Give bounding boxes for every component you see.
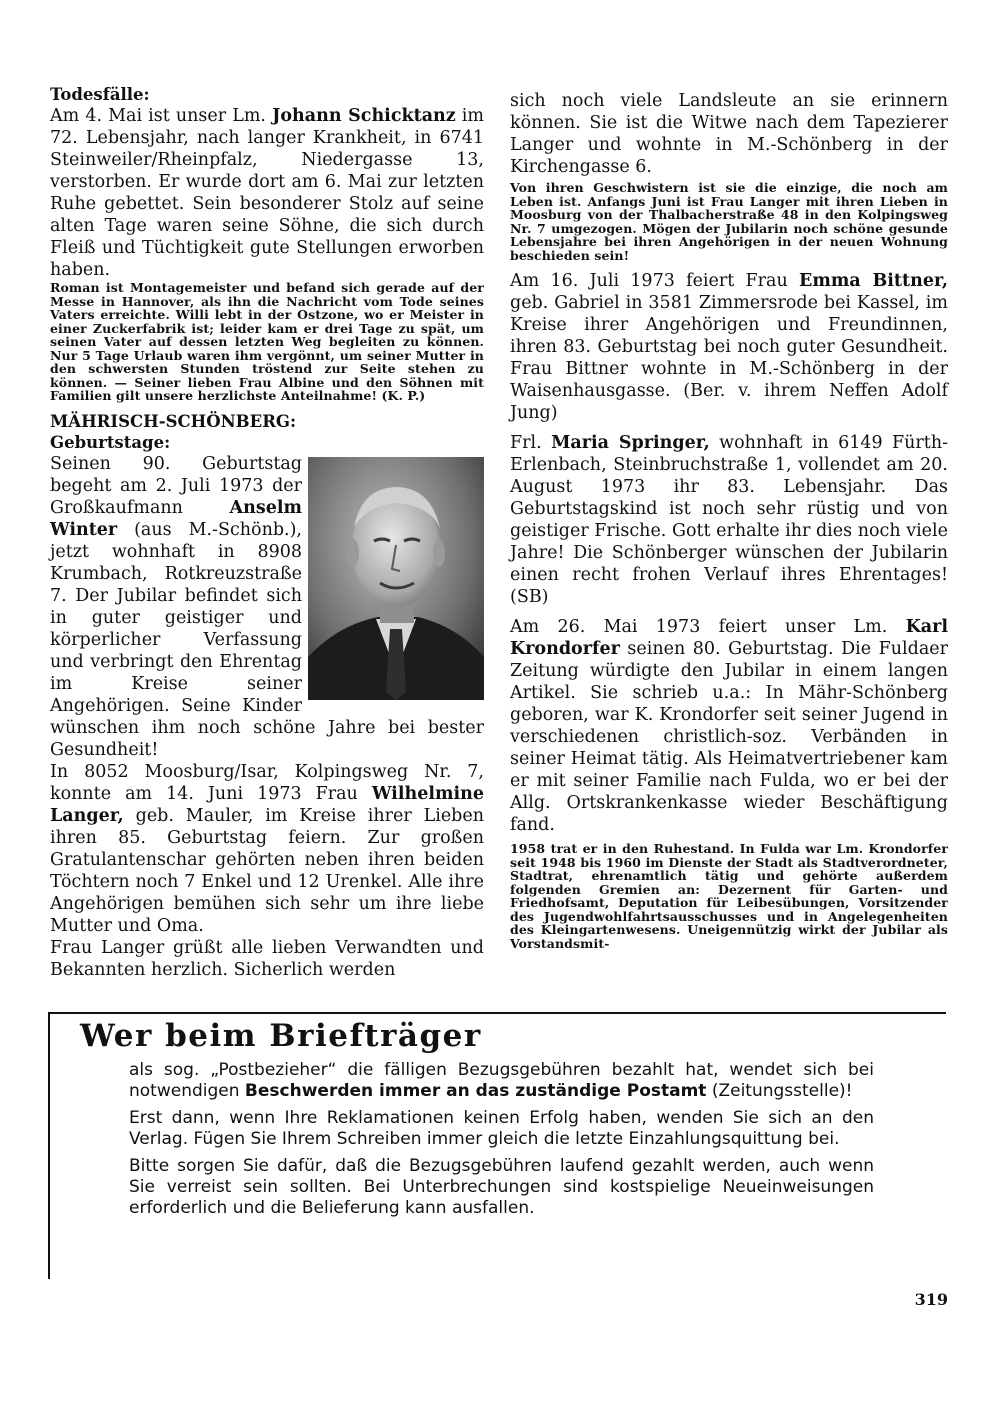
person-name: Karl Krondorfer (510, 617, 948, 659)
birthday-winter: Seinen 90. Geburtstag begeht am 2. Juli 1973 der Großkaufmann Anselm Winter (aus M.-Schönb.), jetzt wohnhaft in 8908 Krumbach, Rotkreuzstraße 7. Der Jubilar befindet sich in guter geistiger und körperlicher Verfassung und verbringt den Ehrentag im Kreise seiner Angehörigen. Seine Kinder wünschen ihm noch schöne Jahre bei bester Gesundheit! (50, 453, 484, 760)
birthdays-heading: Geburtstage: (50, 432, 171, 452)
person-name: Wilhelmine Langer, (50, 783, 484, 826)
postal-notice-paragraph: Bitte sorgen Sie dafür, daß die Bezugsgebühren laufend gezahlt werden, auch wenn Sie verreist sein sollten. Bei Unterbrechungen sind kostspielige Neueinweisungen erforderlich und die Belieferung kann ausfallen. (129, 1156, 874, 1218)
person-name: Emma Bittner, (799, 271, 948, 291)
person-name: Johann Schicktanz (272, 106, 456, 126)
person-name: Maria Springer, (551, 433, 710, 453)
postal-notice-body (129, 1060, 874, 1219)
town-heading: MÄHRISCH-SCHÖNBERG: (50, 411, 297, 431)
birthday-bittner: Am 16. Juli 1973 feiert Frau Emma Bittner, geb. Gabriel in 3581 Zimmersrode bei Kassel, im Kreise ihrer Angehörigen und Freundinnen, ihren 83. Geburtstag bei noch guter Gesundheit. Frau Bittner wohnte in M.-Schönberg in der Waisenhausgasse. (Ber. v. ihrem Neffen Adolf Jung) (510, 271, 948, 423)
right-column (510, 90, 948, 950)
birthday-langer-detail: Von ihren Geschwistern ist sie die einzige, die noch am Leben ist. Anfangs Juni ist Frau Langer mit ihren Lieben in Moosburg von der Thalbacherstraße 48 in den Kolpingsweg Nr. 7 umgezogen. Mögen der Jubilarin noch schöne gesunde Lebensjahre bei ihren Angehörigen in der neuen Wohnung beschieden sein! (510, 180, 948, 263)
birthday-springer: Frl. Maria Springer, wohnhaft in 6149 Fürth-Erlenbach, Steinbruchstraße 1, vollendet am 20. August 1973 ihr 83. Lebensjahr. Das Geburtstagskind ist noch sehr rüstig und von geistiger Frische. Gott erhalte ihr dies noch viele Jahre! Die Schönberger wünschen der Jubilarin einen recht frohen Verlauf ihres Ehrentages! (SB) (510, 433, 949, 607)
birthday-langer-continued: sich noch viele Landsleute an sie erinnern können. Sie ist die Witwe nach dem Tapezierer Langer und wohnte in M.-Schönberg in der Kirchengasse 6. (510, 91, 948, 177)
obituary-schicktanz-detail: Roman ist Montagemeister und befand sich gerade auf der Messe in Hannover, als ihn die Nachricht vom Tode seines Vaters erreichte. Willi lebt in der Ostzone, wo er Meister in einer Zuckerfabrik ist; leider kam er drei Tage zu spät, um seinen Vater auf dessen letzten Weg begleiten zu können. Nur 5 Tage Urlaub waren ihm vergönnt, um seiner Mutter in den schwersten Stunden tröstend zur Seite stehen zu können. — Seiner lieben Frau Albine und den Söhnen mit Familien gilt unsere herzlichste Anteilnahme! (K. P.) (50, 280, 484, 403)
postal-notice-title: Wer beim Briefträger (80, 1018, 482, 1054)
birthday-krondorfer-detail: 1958 trat er in den Ruhestand. In Fulda war Lm. Krondorfer seit 1948 bis 1960 im Dienste der Stadt als Stadtverordneter, Stadtrat, ehrenamtlich tätig und gehörte außerdem folgenden Gremien an: Dezernent für Garten- und Friedhofsamt, Deputation für Leibesübungen, Vorsitzender des Jugendwohlfahrtsausschusses und in Angelegenheiten des Kleingartenwesens. Uneigennützig wirkt der Jubilar als Vorstandsmit- (510, 841, 948, 951)
page-number: 319 (914, 1290, 948, 1309)
portrait-photo (308, 457, 484, 700)
person-name: Anselm Winter (50, 497, 302, 540)
obituary-schicktanz: Am 4. Mai ist unser Lm. Johann Schicktanz im 72. Lebensjahr, nach langer Krankheit, in 6741 Steinweiler/Rheinpfalz, Niedergasse 13, verstorben. Er wurde dort am 6. Mai zur letzten Ruhe gebettet. Sein besonderer Stolz auf seine alten Tage waren seine Söhne, die sich durch Fleiß und Tüchtigkeit gute Stellungen erworben haben. (50, 106, 484, 280)
postal-notice-paragraph: Erst dann, wenn Ihre Reklamationen keinen Erfolg haben, wenden Sie sich an den Verlag. Fügen Sie Ihrem Schreiben immer gleich die letzte Einzahlungsquittung bei. (129, 1108, 874, 1149)
left-column (50, 84, 484, 981)
postal-notice-paragraph: als sog. „Postbezieher“ die fälligen Bezugsgebühren bezahlt hat, wendet sich bei notwendigen Beschwerden immer an das zuständige Postamt (Zeitungsstelle)! (129, 1060, 874, 1101)
birthday-langer-greeting: Frau Langer grüßt alle lieben Verwandten und Bekannten herzlich. Sicherlich werden (50, 937, 484, 980)
portrait-image (308, 457, 484, 700)
deaths-heading: Todesfälle: (50, 85, 150, 104)
birthday-krondorfer: Am 26. Mai 1973 feiert unser Lm. Karl Krondorfer seinen 80. Geburtstag. Die Fuldaer Zeitung würdigte den Jubilar in einem langen Artikel. Sie schrieb u.a.: In Mähr-Schönberg geboren, war K. Krondorfer seit seiner Jugend in verschiedenen christlich-soz. Verbänden in seiner Heimat tätig. Als Heimatvertriebener kam er mit seiner Familie nach Fulda, wo er bei der Allg. Ortskrankenkasse wieder Beschäftigung fand. (510, 617, 948, 835)
birthday-langer: In 8052 Moosburg/Isar, Kolpingsweg Nr. 7, konnte am 14. Juni 1973 Frau Wilhelmine Langer, geb. Mauler, im Kreise ihrer Lieben ihren 85. Geburtstag feiern. Zur großen Gratulantenschar gehörten neben ihren beiden Töchtern noch 7 Enkel und 12 Urenkel. Alle ihre Angehörigen bemühen sich sehr um ihre liebe Mutter und Oma. (50, 761, 484, 936)
